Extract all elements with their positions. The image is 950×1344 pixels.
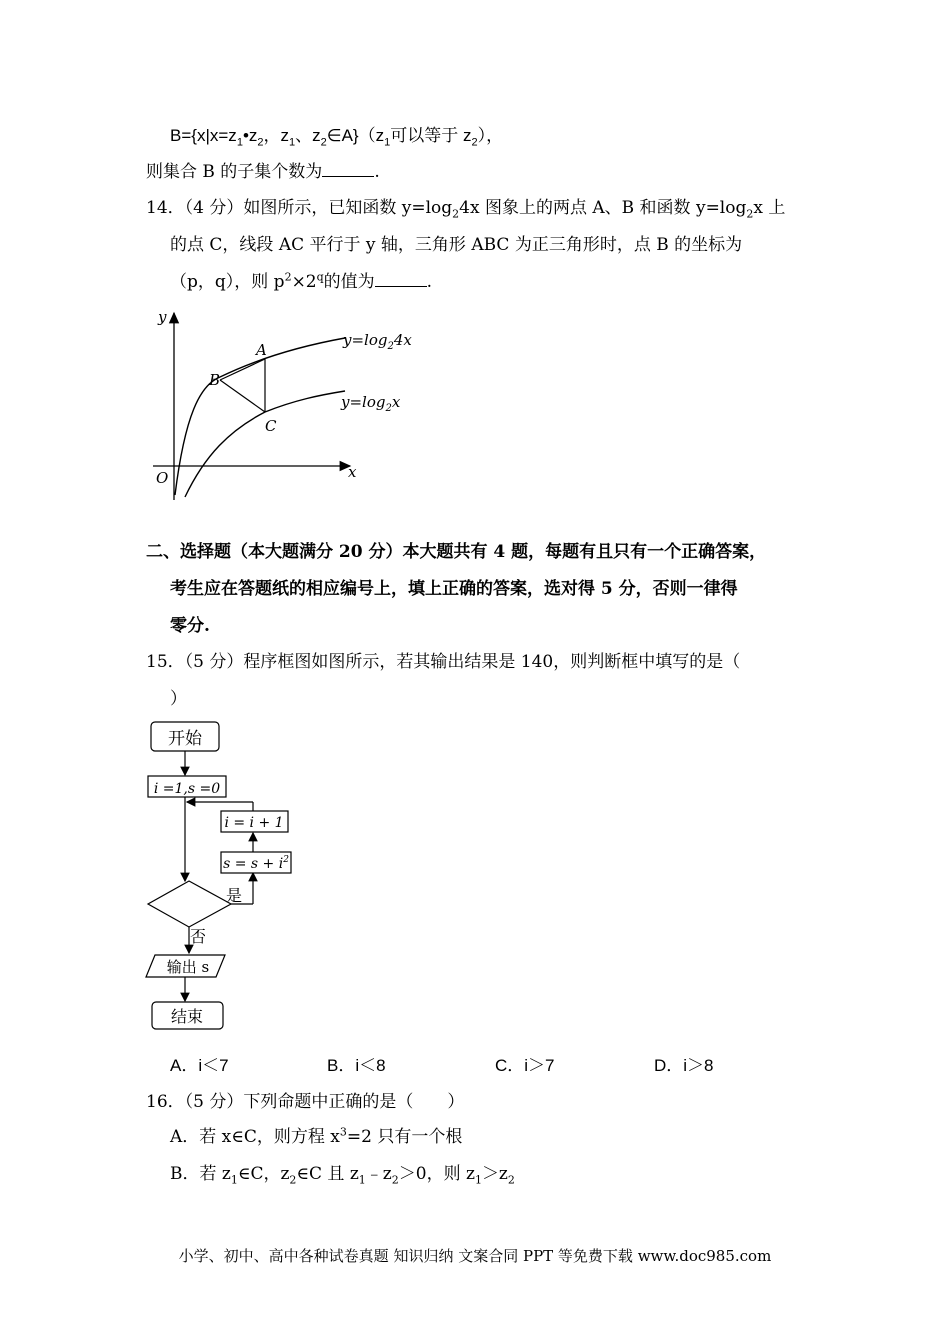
point-b-label: B — [209, 371, 221, 389]
section2-line1: 二、选择题（本大题满分 20 分）本大题共有 4 题，每题有且只有一个正确答案， — [146, 542, 767, 562]
q14-line3: （p，q），则 $p^2\times 2^q$的值为 . — [170, 270, 433, 292]
answer-blank — [322, 160, 374, 177]
x-axis-label: x — [348, 463, 357, 481]
q16-stem: 16．（5 分）下列命题中正确的是（ ） — [146, 1092, 465, 1112]
start-label: 开始 — [168, 729, 202, 749]
segment-bc — [220, 380, 265, 412]
q15-line1: 15．（5 分）程序框图如图所示，若其输出结果是 140，则判断框中填写的是（ — [146, 652, 741, 672]
section2-line2: 考生应在答题纸的相应编号上，填上正确的答案，选对得 5 分，否则一律得 — [170, 579, 738, 599]
q13-line2: 则集合 B 的子集个数为 . — [146, 162, 380, 182]
section2-line3: 零分. — [170, 616, 210, 636]
end-label: 结束 — [170, 1007, 204, 1026]
answer-blank — [375, 270, 427, 287]
yes-label: 是 — [226, 886, 243, 905]
log-graph — [145, 305, 415, 505]
q14-line2: 的点 C，线段 AC 平行于 y 轴，三角形 ABC 为正三角形时，点 B 的坐标为 — [170, 235, 743, 255]
q15-option-c: C．i＞7 — [495, 1056, 555, 1075]
flowchart — [140, 718, 310, 1036]
q15-line2: ） — [170, 689, 187, 709]
point-a-label: A — [256, 341, 267, 359]
no-label: 否 — [190, 927, 207, 946]
q13-line1: $B=\{x|x=z_1•z_2$，$z_1$、$z_2\in A\}(z_1$可以等于 $z_2$）， — [170, 126, 504, 149]
point-c-label: C — [265, 417, 277, 435]
q15-option-b: B．i＜8 — [327, 1056, 386, 1075]
q15-option-d: D．i＞8 — [654, 1056, 714, 1075]
segment-ab — [220, 359, 265, 380]
curve2-label: $y=\log_2x$ — [341, 393, 401, 414]
page-footer: 小学、初中、高中各种试卷真题 知识归纳 文案合同 PPT 等免费下载 www.doc985.com — [178, 1247, 772, 1265]
output-label: 输出 s — [166, 958, 210, 976]
y-axis-label: y — [158, 308, 167, 326]
update-s-label: $s = s + i^2$ — [223, 855, 289, 872]
curve1-label: $y=\log_24x$ — [343, 331, 412, 352]
decision-diamond — [148, 881, 231, 927]
q15-option-a: A．i＜7 — [170, 1056, 229, 1075]
q16-option-b: B．若 $z_1\in C$，$z_2\in C$ 且 $z_1﹣z_2>0$，则 $z_1>z_2$ — [170, 1164, 515, 1187]
update-i-label: i = i + 1 — [224, 815, 284, 831]
q14-line1: 14．（4 分）如图所示，已知函数 $y=\log_24x$ 图象上的两点 A、B 和函数 $y=\log_2x$ 上 — [146, 198, 786, 221]
q16-option-a: A．若 x∈C，则方程 $x^3=2$ 只有一个根 — [170, 1125, 463, 1147]
origin-label: O — [156, 469, 169, 487]
init-label: i =1,s =0 — [153, 781, 221, 797]
